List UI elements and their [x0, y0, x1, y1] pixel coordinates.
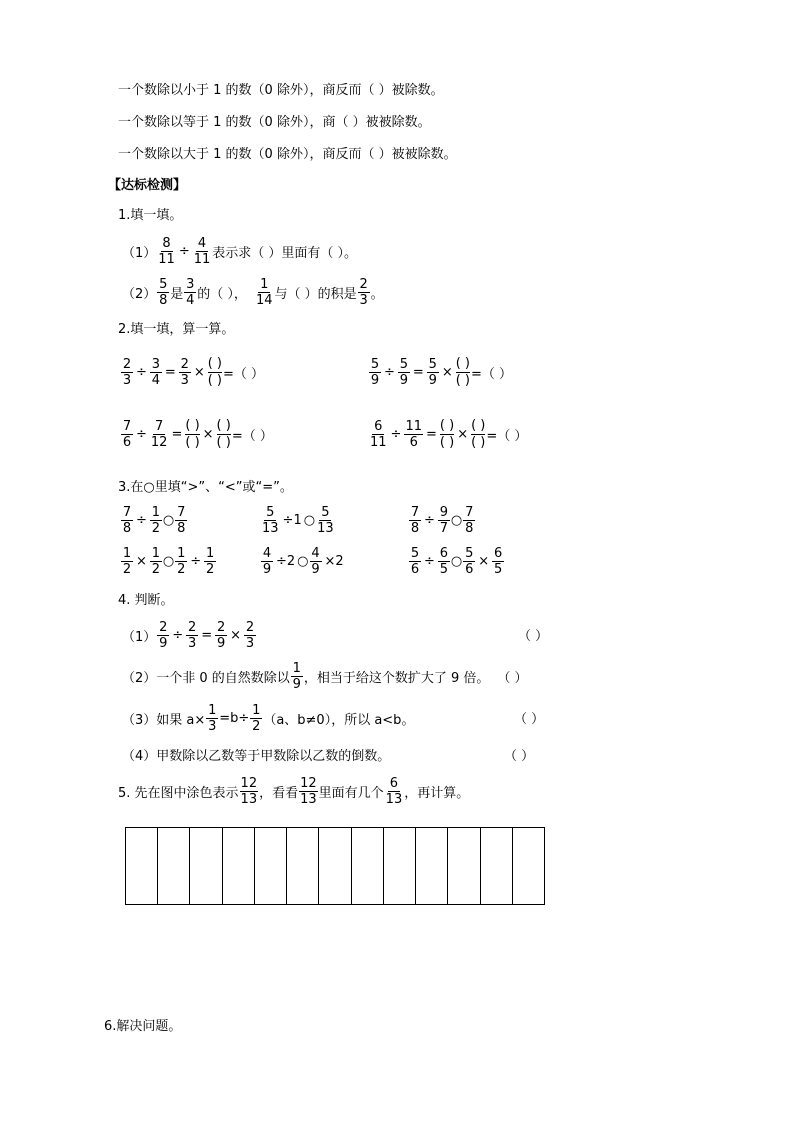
fraction: $\frac{8}{11}$ [158, 236, 175, 267]
blank-fraction: ( ) ( ) [471, 418, 486, 450]
compare-circle[interactable]: ○ [303, 513, 316, 528]
fraction: $\frac{1}{9}$ [292, 661, 301, 692]
judge-paren[interactable]: （ ） [504, 749, 535, 764]
fraction: $\frac{5}{9}$ [370, 357, 380, 388]
q2-expr-2 [368, 356, 512, 389]
fraction: $\frac{7}{8}$ [465, 505, 474, 536]
q1-item2-text1: 的（ ）， [197, 287, 247, 302]
fraction: $\frac{6}{5}$ [494, 546, 503, 577]
grid-cell[interactable] [223, 828, 255, 904]
fraction: $\frac{2}{3}$ [359, 277, 368, 308]
operator: ÷ [190, 554, 202, 569]
operator: × [230, 628, 241, 643]
compare-circle[interactable]: ○ [450, 513, 463, 528]
fraction: $\frac{1}{2}$ [177, 546, 186, 577]
q4-item3-text2: =b÷ [219, 711, 250, 726]
intro-line-2: 一个数除以等于 1 的数（0 除外），商（ ）被被除数。 [118, 115, 431, 130]
fraction: $\frac{5}{9}$ [428, 357, 437, 388]
operator: ÷ [136, 365, 147, 380]
fraction: $\frac{6}{13}$ [385, 776, 403, 807]
q4-item2-text1: （2）一个非 0 的自然数除以 [122, 671, 290, 686]
compare-circle[interactable]: ○ [162, 554, 175, 569]
answer-blank: =（ ） [231, 429, 273, 444]
fraction: $\frac{5}{8}$ [159, 277, 168, 308]
equals: = [426, 427, 437, 442]
fraction: $\frac{4}{9}$ [311, 546, 320, 577]
operator: × [441, 365, 453, 380]
q5-text3: 里面有几个 [318, 786, 384, 801]
operator: ÷ [178, 244, 190, 259]
q3-r2c2 [260, 546, 346, 577]
operator: ÷ [136, 513, 147, 528]
operator: ÷ [424, 513, 435, 528]
compare-circle[interactable]: ○ [450, 554, 463, 569]
operator: × [136, 554, 147, 569]
q4-item-3 [122, 703, 414, 734]
fraction: $\frac{3}{4}$ [186, 277, 195, 308]
blank-fraction: ( ) ( ) [455, 356, 470, 388]
fraction: $\frac{1}{2}$ [122, 546, 132, 577]
operator: ÷2 [276, 554, 296, 569]
fraction: $\frac{9}{7}$ [439, 505, 449, 536]
q5-instruction [118, 776, 469, 807]
grid-cell[interactable] [158, 828, 190, 904]
fraction: $\frac{7}{6}$ [122, 419, 132, 450]
operator: ÷ [172, 628, 184, 643]
q1-item1-text: 表示求（ ）里面有（ ）。 [212, 246, 358, 261]
q1-item2-label: （2） [122, 287, 157, 302]
grid-cell[interactable] [255, 828, 287, 904]
fraction: $\frac{2}{3}$ [122, 357, 132, 388]
fraction: $\frac{2}{9}$ [216, 620, 226, 651]
grid-cell[interactable] [287, 828, 319, 904]
q4-item3-text3: （a、b≠0），所以 a<b。 [263, 713, 415, 728]
fraction: $\frac{7}{8}$ [177, 505, 186, 536]
judge-paren[interactable]: （ ） [497, 671, 528, 686]
fraction: $\frac{1}{2}$ [206, 546, 215, 577]
fraction: $\frac{7}{12}$ [150, 419, 168, 450]
q4-item-1 [122, 620, 257, 651]
q1-item-2 [122, 277, 384, 308]
grid-cell[interactable] [481, 828, 513, 904]
equals: = [171, 427, 183, 442]
q3-r1c2 [260, 505, 336, 536]
q1-item2-end: 。 [370, 287, 384, 302]
q2-expr-1 [120, 356, 264, 389]
q5-text1: 5. 先在图中涂色表示 [118, 786, 239, 801]
grid-cell[interactable] [126, 828, 158, 904]
fraction: $\frac{6}{11}$ [370, 419, 387, 450]
operator: × [202, 427, 214, 442]
compare-circle[interactable]: ○ [162, 513, 175, 528]
fraction: $\frac{5}{13}$ [317, 505, 334, 536]
q3-r2c1 [120, 546, 217, 577]
fraction: $\frac{3}{4}$ [151, 357, 161, 388]
q2-expr-3 [120, 418, 273, 451]
q4-item2-text2: ，相当于给这个数扩大了 9 倍。 [303, 671, 490, 686]
judge-paren[interactable]: （ ） [518, 629, 549, 644]
operator: ÷1 [282, 513, 302, 528]
q4-item-2 [122, 661, 528, 692]
grid-cell[interactable] [416, 828, 448, 904]
fraction: $\frac{12}{13}$ [300, 776, 317, 807]
fraction: $\frac{1}{2}$ [252, 703, 261, 734]
q3-r2c3 [408, 546, 505, 577]
fraction: $\frac{2}{9}$ [159, 620, 168, 651]
fraction: $\frac{7}{8}$ [122, 505, 132, 536]
q1-item1-label: （1） [122, 246, 157, 261]
q3-title: 3.在○里填“>”、“<”或“=”。 [118, 480, 293, 495]
fraction: $\frac{1}{2}$ [151, 505, 161, 536]
fraction: $\frac{4}{9}$ [262, 546, 272, 577]
fraction: $\frac{1}{14}$ [255, 277, 273, 308]
answer-blank: =（ ） [471, 367, 513, 382]
blank-fraction: ( ) ( ) [439, 418, 455, 450]
q2-title: 2.填一填，算一算。 [118, 322, 235, 337]
intro-line-3: 一个数除以大于 1 的数（0 除外），商反而（ ）被被除数。 [118, 147, 457, 162]
fraction: $\frac{11}{6}$ [405, 419, 422, 450]
equals: = [412, 365, 424, 380]
q1-title: 1.填一填。 [118, 208, 183, 223]
q3-r1c1 [120, 505, 188, 536]
judge-paren[interactable]: （ ） [514, 712, 545, 727]
compare-circle[interactable]: ○ [297, 554, 309, 569]
intro-line-1: 一个数除以小于 1 的数（0 除外），商反而（ ）被除数。 [118, 83, 444, 98]
operator: × [193, 365, 205, 380]
operator: ÷ [424, 554, 435, 569]
operator: × [457, 427, 469, 442]
fraction: $\frac{5}{13}$ [262, 505, 279, 536]
blank-fraction: ( ) ( ) [216, 418, 231, 450]
q4-title: 4. 判断。 [118, 593, 174, 608]
fraction: $\frac{5}{9}$ [399, 357, 409, 388]
q3-r1c3 [408, 505, 476, 536]
answer-blank: =（ ） [486, 429, 528, 444]
q1-item-1 [122, 236, 357, 267]
fraction: $\frac{1}{2}$ [151, 546, 161, 577]
fraction: $\frac{4}{11}$ [193, 236, 211, 267]
fraction: $\frac{7}{8}$ [410, 505, 420, 536]
operator: ÷ [384, 365, 395, 380]
q4-item3-text1: （3）如果 a× [122, 713, 206, 728]
blank-fraction: ( ) ( ) [185, 418, 200, 450]
operator: × [478, 554, 490, 569]
grid-cell[interactable] [384, 828, 416, 904]
fraction: $\frac{2}{3}$ [245, 620, 255, 651]
operator: ÷ [390, 427, 402, 442]
shading-grid [125, 827, 545, 905]
grid-cell[interactable] [190, 828, 222, 904]
answer-blank: =（ ） [223, 367, 265, 382]
grid-cell[interactable] [319, 828, 351, 904]
q6-title: 6.解决问题。 [104, 1019, 182, 1034]
q5-text2: ，看看 [259, 786, 299, 801]
fraction: $\frac{1}{3}$ [208, 703, 217, 734]
fraction: $\frac{2}{3}$ [180, 357, 189, 388]
fraction: $\frac{12}{13}$ [240, 776, 258, 807]
q5-text4: ，再计算。 [404, 786, 470, 801]
fraction: $\frac{6}{5}$ [439, 546, 449, 577]
grid-cell[interactable] [448, 828, 480, 904]
fraction: $\frac{5}{6}$ [410, 546, 420, 577]
operator: ×2 [324, 554, 344, 569]
grid-cell[interactable] [513, 828, 544, 904]
q2-expr-4 [368, 418, 527, 451]
operator: ÷ [136, 427, 147, 442]
equals: = [164, 365, 176, 380]
section-title: 【达标检测】 [108, 178, 187, 193]
fraction: $\frac{2}{3}$ [188, 620, 197, 651]
q1-item2-is: 是 [170, 287, 184, 302]
blank-fraction: ( ) ( ) [207, 356, 222, 388]
q4-item-4: （4）甲数除以乙数等于甲数除以乙数的倒数。 [122, 749, 391, 764]
grid-cell[interactable] [352, 828, 384, 904]
q4-item1-label: （1） [122, 630, 157, 645]
q1-item2-with: 与（ ）的积是 [274, 287, 357, 302]
equals: = [201, 628, 213, 643]
fraction: $\frac{5}{6}$ [465, 546, 474, 577]
